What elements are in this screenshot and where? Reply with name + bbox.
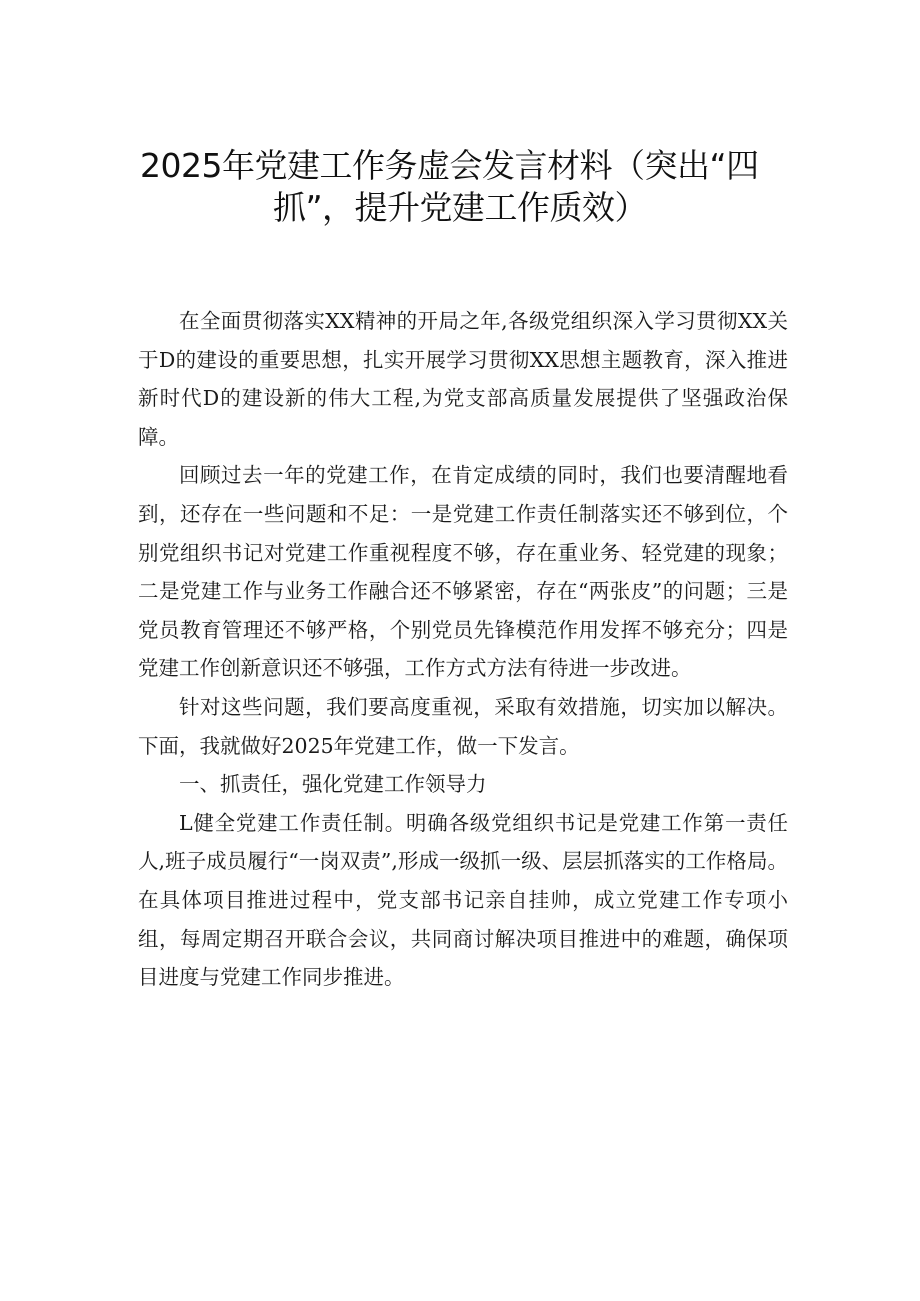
paragraph-responsibility: L健全党建工作责任制。明确各级党组织书记是党建工作第一责任人,班子成员履行“一岗双责”,形成一级抓一级、层层抓落实的工作格局。在具体项目推进过程中，党支部书记亲自挂帅，成立党建工作专项小组，每周定期召开联合会议，共同商讨解决项目推进中的难题，确保项目进度与党建工作同步推进。: [138, 810, 788, 990]
paragraph-response: 针对这些问题，我们要高度重视，采取有效措施，切实加以解决。下面，我就做好2025年党建工作，做一下发言。: [138, 694, 788, 758]
document-title-line-2: 抓”，提升党建工作质效）: [272, 188, 648, 227]
document-body: [138, 302, 788, 997]
paragraph-intro: 在全面贯彻落实XX精神的开局之年,各级党组织深入学习贯彻XX关于D的建设的重要思想，扎实开展学习贯彻XX思想主题教育，深入推进新时代D的建设新的伟大工程,为党支部高质量发展提供了坚强政治保障。: [138, 309, 788, 449]
document-title-line-1: 2025年党建工作务虚会发言材料（突出“四: [140, 146, 759, 185]
section-heading-1: 一、抓责任，强化党建工作领导力: [179, 772, 487, 797]
paragraph-review: 回顾过去一年的党建工作，在肯定成绩的同时，我们也要清醒地看到，还存在一些问题和不足：一是党建工作责任制落实还不够到位，个别党组织书记对党建工作重视程度不够，存在重业务、轻党建的现象；二是党建工作与业务工作融合还不够紧密，存在“两张皮”的问题；三是党员教育管理还不够严格，个别党员先锋模范作用发挥不够充分；四是党建工作创新意识还不够强，工作方式方法有待进一步改进。: [138, 463, 788, 681]
